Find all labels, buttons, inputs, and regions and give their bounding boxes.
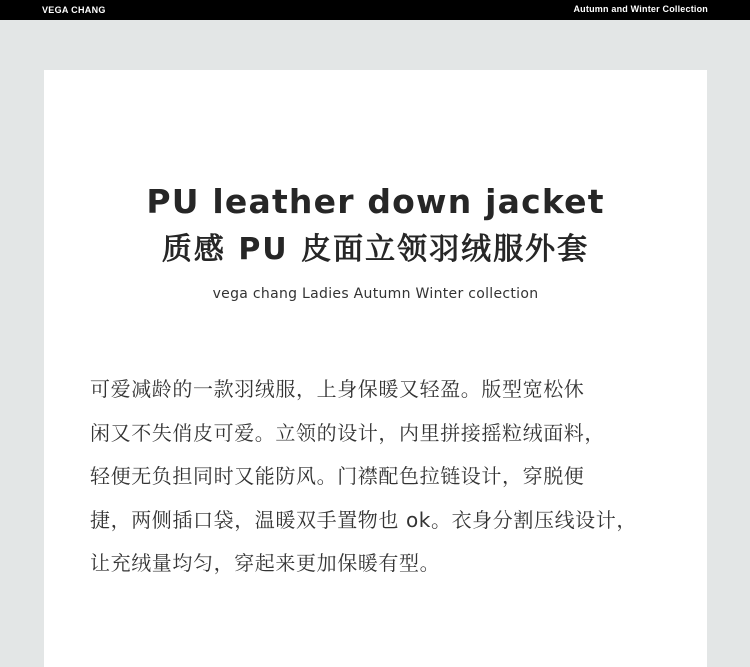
top-bar bbox=[0, 0, 750, 20]
collection-label: Autumn and Winter Collection bbox=[573, 4, 708, 14]
description-line: 可爱减龄的一款羽绒服，上身保暖又轻盈。版型宽松休 bbox=[90, 377, 585, 401]
description-line: 捷，两侧插口袋，温暖双手置物也 ok。衣身分割压线设计， bbox=[90, 507, 637, 532]
collection-subtitle: vega chang Ladies Autumn Winter collection bbox=[212, 286, 539, 302]
product-description bbox=[90, 368, 670, 586]
product-title-chinese: 质感 PU 皮面立领羽绒服外套 bbox=[161, 232, 590, 267]
description-line: 闲又不失俏皮可爱。立领的设计，内里拼接摇粒绒面料， bbox=[90, 420, 605, 445]
brand-name: VEGA CHANG bbox=[42, 5, 106, 15]
product-card bbox=[44, 70, 707, 667]
product-title-english: PU leather down jacket bbox=[146, 182, 605, 221]
description-line: 轻便无负担同时又能防风。门襟配色拉链设计，穿脱便 bbox=[90, 464, 585, 488]
description-line: 让充绒量均匀，穿起来更加保暖有型。 bbox=[90, 551, 441, 575]
